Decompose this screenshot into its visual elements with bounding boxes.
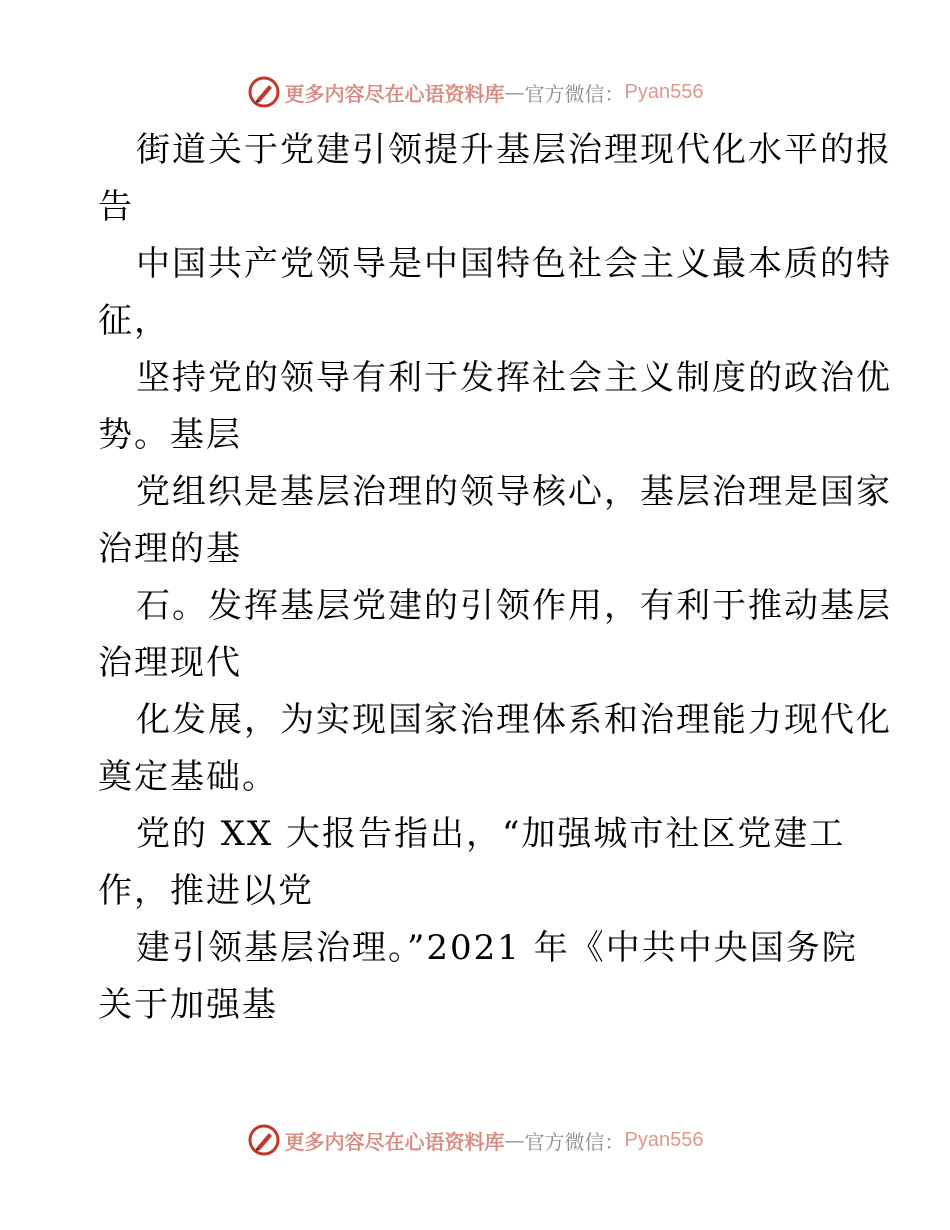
watermark-wechat-id: Pyan556 bbox=[624, 80, 704, 103]
paragraph-line: 治理的基 bbox=[98, 529, 242, 569]
paragraph-line: 化发展，为实现国家治理体系和治理能力现代化 bbox=[136, 700, 892, 740]
paragraph-line: 党组织是基层治理的领导核心，基层治理是国家 bbox=[136, 472, 892, 512]
paragraph-line: 作，推进以党 bbox=[98, 871, 314, 911]
paragraph-line: 奠定基础。 bbox=[98, 757, 278, 797]
paragraph-line: 中国共产党领导是中国特色社会主义最本质的特 bbox=[136, 244, 892, 284]
title-line-2: 告 bbox=[98, 187, 134, 227]
paragraph-line: 关于加强基 bbox=[98, 985, 278, 1025]
watermark-brand: 更多内容尽在心语资料库 bbox=[284, 1129, 505, 1154]
watermark-separator: — bbox=[504, 80, 525, 104]
watermark-label: 官方微信： bbox=[524, 81, 625, 106]
watermark-label: 官方微信： bbox=[524, 1129, 625, 1154]
pen-nib-circle-icon bbox=[247, 75, 281, 109]
header-watermark bbox=[0, 72, 950, 112]
pen-nib-circle-icon bbox=[247, 1123, 281, 1157]
watermark-wechat-id: Pyan556 bbox=[624, 1128, 704, 1151]
paragraph-line: 建引领基层治理。”2021 年《中共中央国务院 bbox=[136, 928, 858, 968]
paragraph-line: 征， bbox=[98, 301, 170, 341]
title-line-1: 街道关于党建引领提升基层治理现代化水平的报 bbox=[136, 130, 892, 170]
footer-watermark bbox=[0, 1120, 950, 1160]
watermark-brand: 更多内容尽在心语资料库 bbox=[284, 81, 505, 106]
paragraph-line: 石。发挥基层党建的引领作用，有利于推动基层 bbox=[136, 586, 892, 626]
paragraph-line: 党的 XX 大报告指出，“加强城市社区党建工 bbox=[136, 814, 846, 854]
paragraph-line: 坚持党的领导有利于发挥社会主义制度的政治优 bbox=[136, 358, 892, 398]
paragraph-line: 势。基层 bbox=[98, 415, 242, 455]
watermark-separator: — bbox=[504, 1128, 525, 1152]
paragraph-line: 治理现代 bbox=[98, 643, 242, 683]
document-body bbox=[98, 122, 892, 1034]
